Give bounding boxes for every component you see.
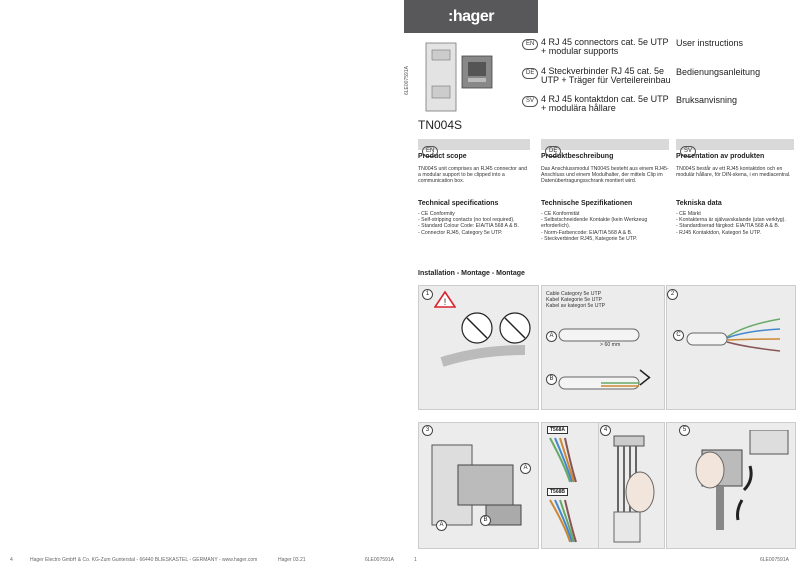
- spec-item: - Steckverbinder RJ45, Kategorie 5e UTP.: [541, 235, 638, 242]
- column-bar-sv: [676, 139, 794, 154]
- letter-c: C: [673, 330, 684, 341]
- spec-title-sv: Tekniska data: [676, 200, 722, 207]
- header-doc-en: User instructions: [676, 38, 744, 48]
- right-page-number: 1: [414, 557, 417, 563]
- scope-title-de: Produktbeschreibung: [541, 153, 614, 160]
- product-code: TN004S: [418, 118, 463, 132]
- wires-drawing: [685, 315, 790, 360]
- spec-item: - Kontakterna är självavskalande (utan verktyg).: [676, 217, 786, 224]
- column-badge-de: DE: [545, 146, 561, 157]
- color-code-drawing: [545, 436, 593, 546]
- side-ref: 6LE007591A: [404, 66, 410, 95]
- letter-b: B: [546, 374, 557, 385]
- left-company-footer: Hager Electro GmbH & Co. KG-Zum Gunterstal - 66440 BLIESKASTEL - GERMANY - www.hager.com: [30, 557, 258, 563]
- left-ref: 6LE007591A: [365, 557, 394, 563]
- scope-text-sv: TN004S består av ett RJ45 kontaktdon och en modulär hållare, för DIN-skena, i en mediacentral.: [676, 166, 791, 179]
- cable-line: Cable Category 5e UTP: [546, 291, 602, 297]
- left-page-number: 4: [10, 557, 13, 563]
- strip-length: > 60 mm: [600, 342, 621, 348]
- no-cutting-icons: [440, 310, 535, 370]
- spec-item: - CE Konformität: [541, 211, 580, 217]
- scope-title-en: Product scope: [418, 153, 467, 160]
- column-badge-sv: SV: [680, 146, 696, 157]
- product-image: [418, 38, 508, 116]
- spec-item: - Connector RJ45, Category 5e UTP.: [418, 229, 503, 236]
- scope-title-sv: Presentation av produkten: [676, 153, 765, 160]
- step-number: 4: [600, 425, 611, 436]
- spec-item: - Norm-Farbencode: EIA/TIA 568 A & B.: [541, 229, 633, 236]
- header-doc-sv: Bruksanvisning: [676, 95, 738, 105]
- svg-text:!: !: [443, 297, 447, 307]
- close-module-drawing: [680, 430, 792, 542]
- lang-badge-sv: SV: [522, 96, 538, 107]
- letter-a: A: [520, 463, 531, 474]
- step-number: 1: [422, 289, 433, 300]
- column-bar-de: [541, 139, 669, 154]
- spec-item: - Self-stripping contacts (no tool required).: [418, 217, 515, 224]
- header-doc-de: Bedienungsanleitung: [676, 67, 761, 77]
- right-ref: 6LE007591A: [760, 557, 789, 563]
- step-number: 2: [667, 289, 678, 300]
- header-title-sv: 4 RJ 45 kontaktdon cat. 5e UTP + modulära hållare: [541, 94, 669, 113]
- spec-item: - RJ45 Kontaktdon, Kategori 5e UTP.: [676, 229, 761, 236]
- spec-title-de: Technische Spezifikationen: [541, 200, 633, 207]
- warning-icon: [434, 290, 456, 308]
- scope-text-en: TN004S unit comprises an RJ45 connector and a modular support to be clipped into a communication box.: [418, 166, 527, 185]
- standard-a-label: T568A: [547, 426, 568, 434]
- lang-badge-en: EN: [522, 39, 538, 50]
- cable-strip-drawing: [545, 315, 660, 405]
- hager-logo: :hager: [404, 0, 538, 33]
- spec-item: - Standard Colour Code: EIA/TIA 568 A & B.: [418, 223, 519, 230]
- standard-b-label: T568B: [547, 488, 568, 496]
- lang-badge-de: DE: [522, 68, 538, 79]
- spec-item: - Standardiserad färgkod: EIA/TIA 568 A & B.: [676, 223, 780, 230]
- letter-a: A: [436, 520, 447, 531]
- scope-text-de: Das Anschlussmodul TN004S besteht aus einem RJ45-Anschluss und einem Modulhalter, der mittels Clip im Datenübertragungsschrank montiert wird.: [541, 166, 669, 185]
- spec-title-en: Technical specifications: [418, 200, 499, 207]
- letter-a: A: [546, 331, 557, 342]
- step-number: 5: [679, 425, 690, 436]
- letter-b: B: [480, 515, 491, 526]
- installation-title: Installation - Montage - Montage: [418, 270, 525, 277]
- cable-line: Kabel Kategorie 5e UTP: [546, 297, 602, 304]
- left-date: Hager 03.21: [278, 557, 306, 563]
- header-title-en: 4 RJ 45 connectors cat. 5e UTP + modular supports: [541, 37, 669, 56]
- spec-item: - Selbstschneidende Kontakte (kein Werkzeug erforderlich).: [541, 217, 648, 230]
- step-number: 3: [422, 425, 433, 436]
- cable-line: Kabel av kategori 5e UTP: [546, 303, 606, 310]
- insert-wires-drawing: [600, 432, 662, 544]
- spec-item: - CE Märkt: [676, 211, 701, 217]
- header-title-de: 4 Steckverbinder RJ 45 cat. 5e UTP + Träger für Verteilereinbau: [541, 66, 671, 85]
- column-badge-en: EN: [422, 146, 438, 157]
- column-bar-en: [418, 139, 530, 154]
- spec-item: - CE Conformity: [418, 211, 455, 217]
